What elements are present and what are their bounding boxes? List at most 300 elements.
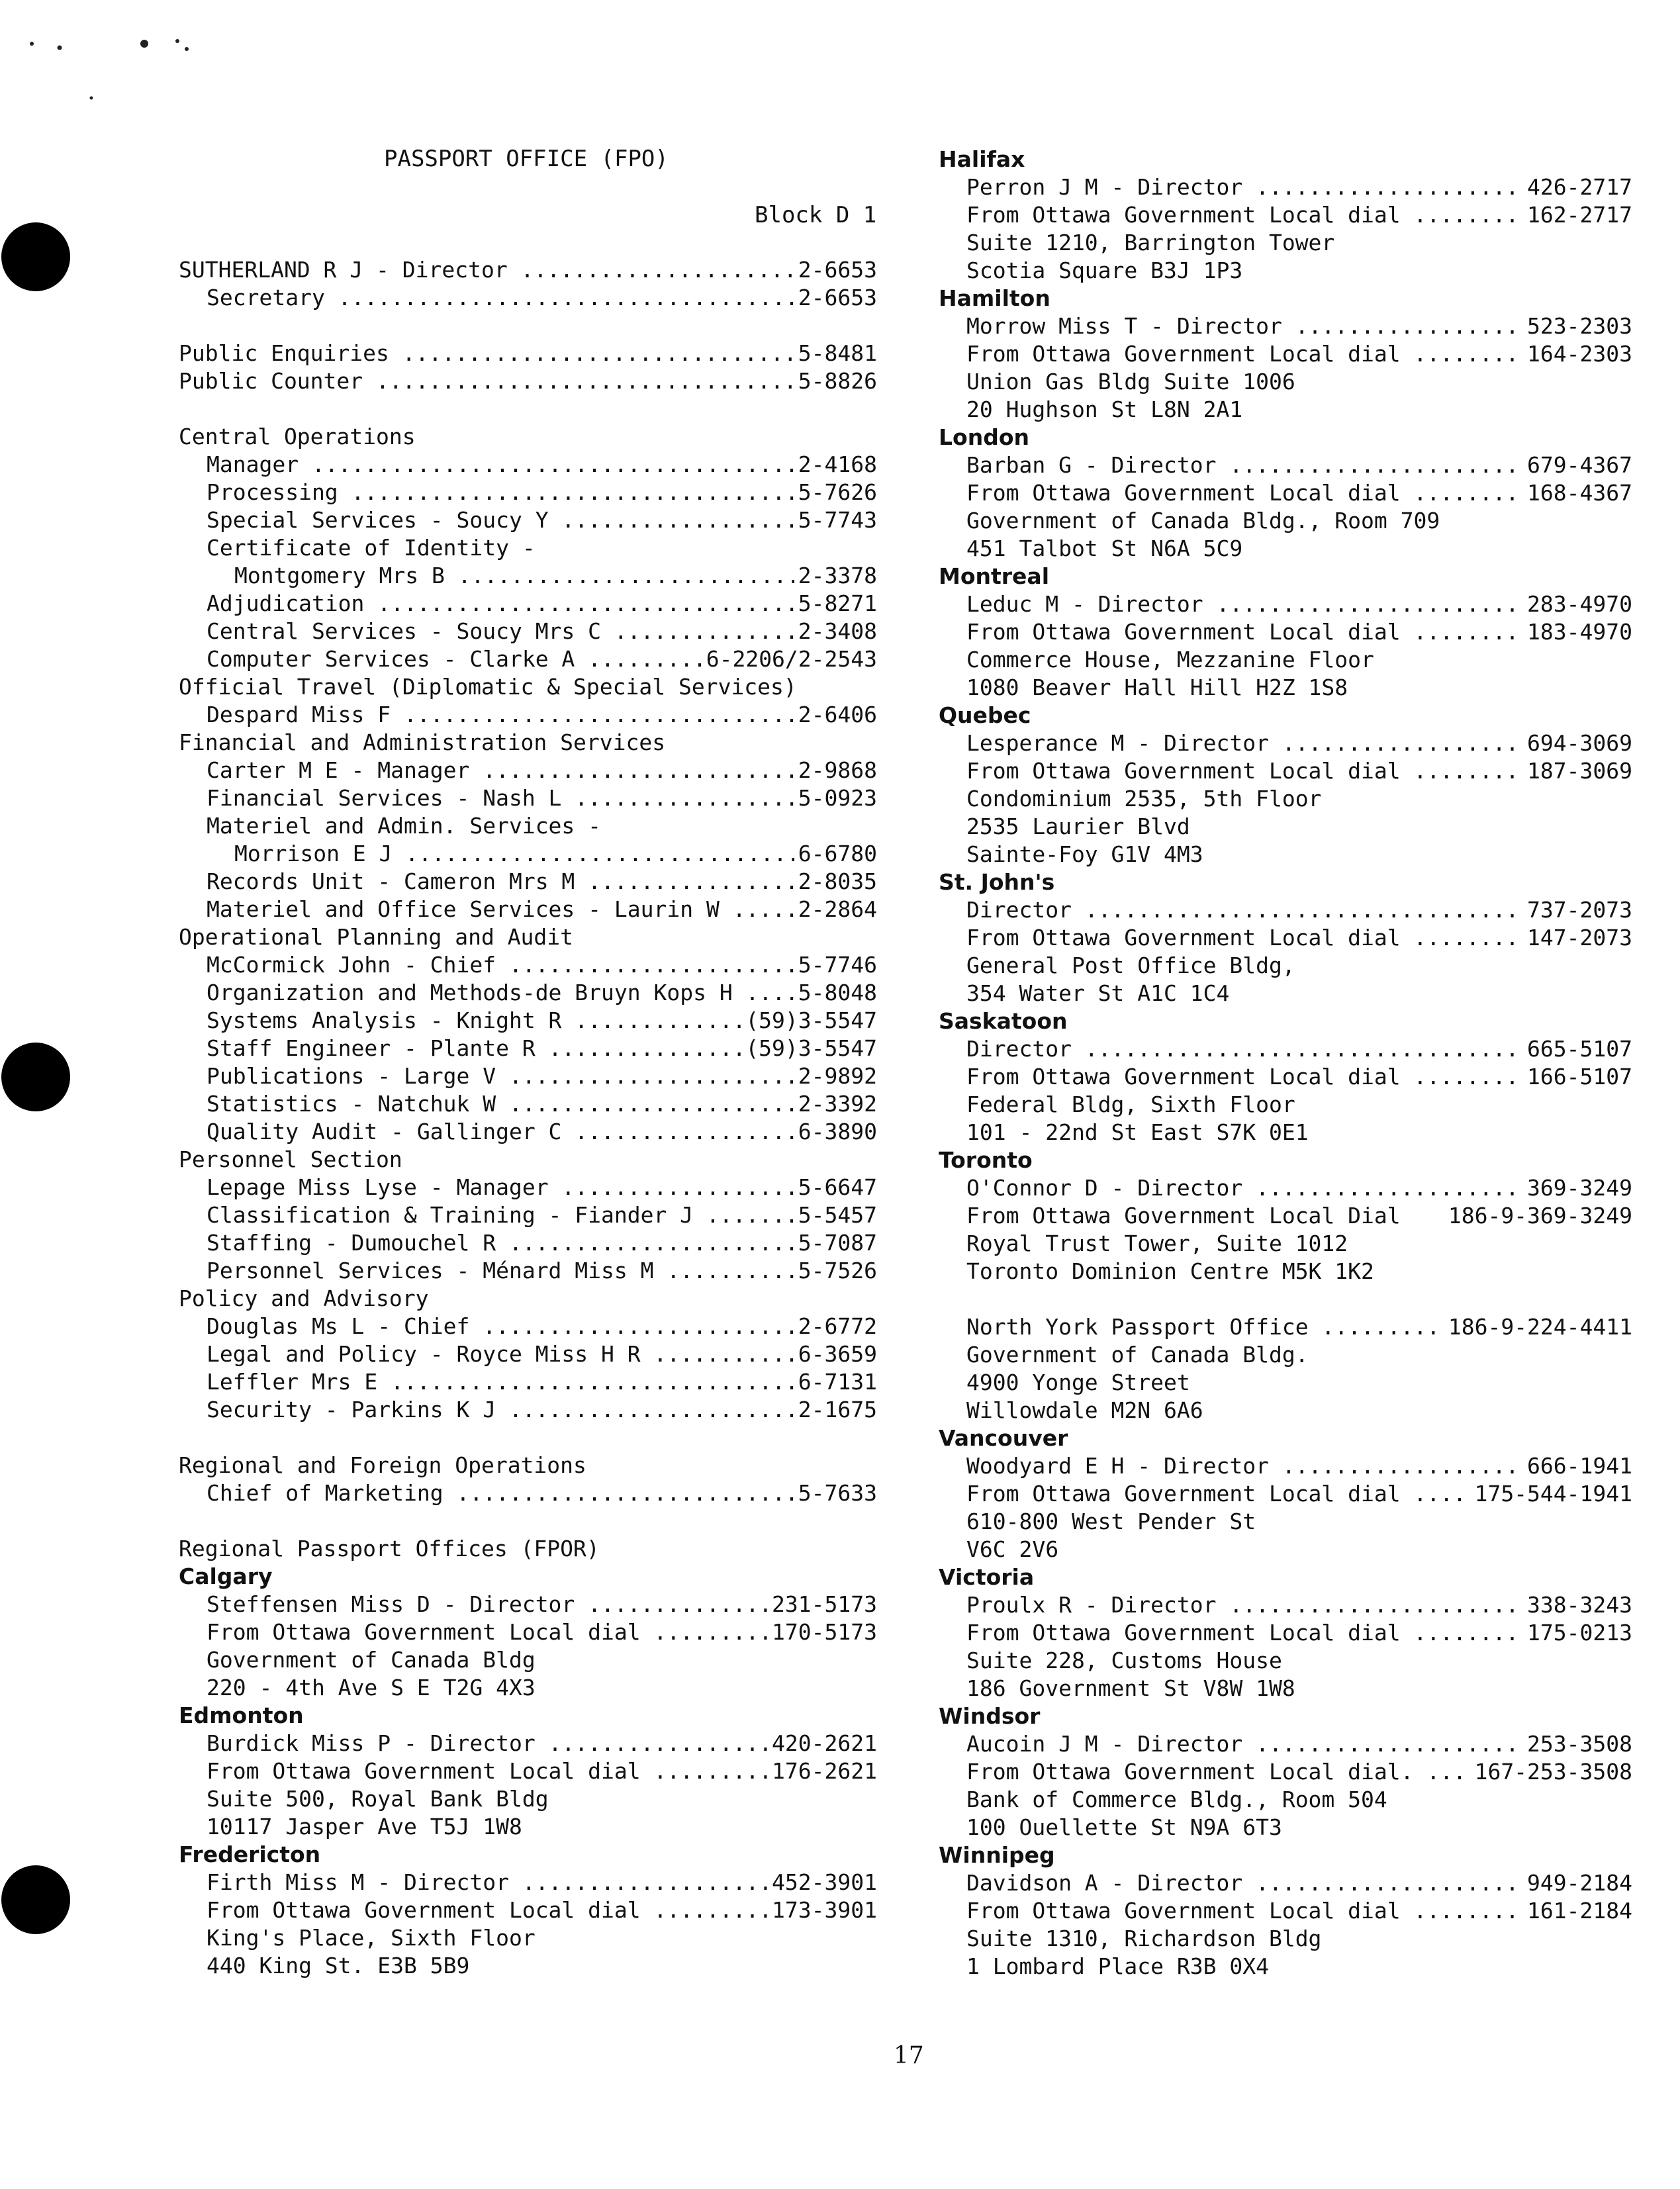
directory-text-line [179,1646,877,1674]
page-title: PASSPORT OFFICE (FPO) [384,146,669,172]
directory-text-line [939,785,1632,813]
city-name: Montreal [939,563,1050,589]
directory-entry [179,1869,877,1896]
directory-entry [939,1619,1632,1647]
directory-entry [939,1480,1632,1508]
directory-entry [179,1730,877,1757]
entry-label-text: Sainte-Foy G1V 4M3 [966,841,1203,867]
directory-entry [179,506,877,534]
entry-label-text: 10117 Jasper Ave T5J 1W8 [207,1814,522,1840]
phone-number: 2-2864 [798,896,877,922]
directory-text-line [179,729,877,757]
entry-label [939,1341,1632,1369]
directory-text-line [939,1119,1632,1146]
directory-entry [939,1758,1632,1786]
entry-label-text: Carter M E - Manager [207,757,470,783]
spacer [179,1424,877,1452]
directory-text-line [939,1925,1632,1953]
entry-label-text: From Ottawa Government Local dial [966,1898,1401,1924]
entry-label-text: Davidson A - Director [966,1870,1243,1896]
entry-label [179,923,877,951]
phone-number: 5-7087 [798,1230,877,1256]
directory-entry [179,840,877,868]
phone-number: 5-8271 [798,590,877,616]
directory-entry [939,1591,1632,1619]
directory-entry [179,1035,877,1062]
punch-hole-top [1,222,70,291]
directory-entry [939,896,1632,924]
entry-label-text: 220 - 4th Ave S E T2G 4X3 [207,1675,536,1700]
entry-label [179,1618,768,1646]
directory-entry [179,979,877,1007]
entry-label [179,423,877,451]
entry-label-text: Classification & Training - Fiander J [207,1202,694,1228]
entry-label [179,784,794,812]
entry-label [939,507,1632,535]
entry-label [179,340,794,367]
phone-number: 147-2073 [1527,925,1632,951]
entry-label-text: Policy and Advisory [179,1285,429,1311]
entry-label-text: Steffensen Miss D - Director [207,1591,575,1617]
entry-label-text: From Ottawa Government Local dial [966,1481,1401,1507]
office-city-heading [179,1841,877,1869]
entry-label-text: Statistics - Natchuk W [207,1091,496,1117]
entry-label-text: Proulx R - Director [966,1592,1217,1618]
phone-number: 186-9-369-3249 [1448,1203,1632,1229]
directory-text-line [939,1786,1632,1814]
entry-label [179,506,794,534]
entry-label [179,812,877,840]
entry-label [939,1814,1632,1841]
entry-label-text: Lesperance M - Director [966,730,1269,756]
entry-label [179,1340,794,1368]
directory-entry [179,479,877,506]
entry-label-text: 1 Lombard Place R3B 0X4 [966,1953,1269,1979]
spacer [179,228,877,256]
directory-entry [179,618,877,645]
phone-number: 186-9-224-4411 [1448,1314,1632,1340]
punch-hole-middle [1,1043,70,1111]
directory-entry [179,1340,877,1368]
entry-label-text: Financial and Administration Services [179,729,666,755]
directory-entry [179,784,877,812]
phone-number: 426-2717 [1527,174,1632,200]
entry-label-text: Operational Planning and Audit [179,924,574,950]
phone-number: 231-5173 [772,1591,877,1617]
entry-label-text: Quality Audit - Gallinger C [207,1119,562,1144]
entry-label [179,1757,768,1785]
entry-label [179,1813,877,1841]
entry-label [179,1952,877,1980]
entry-label [179,1007,741,1035]
entry-label [939,1758,1471,1786]
entry-label [939,1452,1523,1480]
entry-label-text: Aucoin J M - Director [966,1731,1243,1757]
phone-number: 523-2303 [1527,313,1632,339]
entry-label [939,451,1523,479]
city-name: Halifax [939,146,1025,172]
entry-label-text: Public Enquiries [179,340,389,366]
entry-label-text: Staffing - Dumouchel R [207,1230,496,1256]
city-name: St. John's [939,869,1055,895]
entry-label [179,1368,794,1396]
office-city-heading [179,1563,877,1591]
directory-text-line [939,1953,1632,1980]
entry-label [939,813,1632,841]
directory-text-line [179,534,877,562]
entry-label-text: Leffler Mrs E [207,1369,378,1395]
directory-entry [939,451,1632,479]
phone-number: 6-7131 [798,1369,877,1395]
entry-label [179,1452,877,1479]
directory-entry [179,367,877,395]
city-name: Quebec [939,702,1031,728]
entry-label [939,1230,1632,1258]
entry-label-text: Public Counter [179,368,363,394]
entry-label [939,479,1523,507]
phone-number: 2-9868 [798,757,877,783]
entry-label [939,980,1632,1007]
entry-label [179,1146,877,1174]
block-label: Block D 1 [755,202,877,228]
phone-number: 253-3508 [1527,1731,1632,1757]
entry-label [179,1229,794,1257]
directory-text-line [179,1813,877,1841]
directory-entry [179,701,877,729]
phone-number: (59)3-5547 [745,1035,877,1061]
phone-number: 2-6653 [798,257,877,283]
entry-label [179,1257,794,1285]
directory-text-line [939,535,1632,563]
office-city-heading [939,1702,1632,1730]
directory-entry [939,729,1632,757]
entry-label-text: V6C 2V6 [966,1536,1059,1562]
city-name: Toronto [939,1147,1033,1173]
directory-entry [179,1062,877,1090]
phone-number: 170-5173 [772,1619,877,1645]
directory-entry [939,924,1632,952]
phone-number: 6-6780 [798,841,877,866]
directory-text-line [939,952,1632,980]
entry-label-text: King's Place, Sixth Floor [207,1925,536,1951]
entry-label [179,1646,877,1674]
phone-number: 2-3392 [798,1091,877,1117]
entry-label-text: Barban G - Director [966,452,1217,478]
entry-label [939,924,1523,952]
entry-label [939,1369,1632,1397]
directory-text-line [939,1536,1632,1563]
entry-label [179,1674,877,1702]
city-name: Winnipeg [939,1842,1055,1868]
phone-number: 5-8048 [798,980,877,1005]
city-name: Vancouver [939,1425,1068,1451]
entry-label-text: Leduc M - Director [966,591,1203,617]
entry-label [939,396,1632,424]
entry-label-text: Staff Engineer - Plante R [207,1035,536,1061]
entry-label [179,896,794,923]
entry-label-text: Manager [207,451,299,477]
phone-number: 166-5107 [1527,1064,1632,1090]
directory-entry [939,1035,1632,1063]
entry-label-text: 440 King St. E3B 5B9 [207,1953,470,1979]
office-city-heading [939,868,1632,896]
city-name: Fredericton [179,1841,321,1867]
directory-entry [939,479,1632,507]
directory-text-line [179,923,877,951]
directory-entry [179,1757,877,1785]
phone-number: 5-8826 [798,368,877,394]
phone-number: 6-3890 [798,1119,877,1144]
directory-text-line [939,1397,1632,1424]
phone-number: 694-3069 [1527,730,1632,756]
directory-entry [179,256,877,284]
directory-entry [179,1396,877,1424]
entry-label [939,952,1632,980]
directory-entry [939,312,1632,340]
office-city-heading [939,1007,1632,1035]
directory-entry [939,340,1632,368]
directory-entry [179,868,877,896]
directory-entry [939,1730,1632,1758]
phone-number: 2-1675 [798,1397,877,1422]
entry-label [939,896,1523,924]
entry-label-text: Willowdale M2N 6A6 [966,1397,1203,1423]
directory-text-line [939,368,1632,396]
entry-label [939,201,1523,229]
spacer [179,312,877,340]
entry-label [939,841,1632,868]
directory-entry [179,284,877,312]
city-name: London [939,424,1029,450]
entry-label [179,673,877,701]
entry-label-text: From Ottawa Government Local dial [207,1758,641,1784]
entry-label [939,1313,1444,1341]
directory-text-line [939,257,1632,285]
directory-text-line [939,1675,1632,1702]
directory-text-line [939,1508,1632,1536]
entry-label-text: McCormick John - Chief [207,952,496,978]
entry-label [179,1896,768,1924]
phone-number: 666-1941 [1527,1453,1632,1479]
entry-label [939,1925,1632,1953]
directory-entry [939,1897,1632,1925]
entry-label [939,1647,1632,1675]
entry-label [179,451,794,479]
phone-number: 5-7626 [798,479,877,505]
directory-text-line [939,1647,1632,1675]
directory-text-line [939,646,1632,674]
entry-label-text: Regional and Foreign Operations [179,1452,586,1478]
entry-label-text: Union Gas Bldg Suite 1006 [966,369,1295,395]
entry-label [939,757,1523,785]
phone-number: 2-9892 [798,1063,877,1089]
phone-number: 5-8481 [798,340,877,366]
directory-entry [939,1174,1632,1202]
entry-label [179,534,877,562]
phone-number: 162-2717 [1527,202,1632,228]
entry-label-text: Central Operations [179,424,416,449]
directory-text-line [939,1814,1632,1841]
entry-label-text: From Ottawa Government Local dial [966,925,1401,951]
entry-label-text: Materiel and Admin. Services - [207,813,602,839]
entry-label [179,367,794,395]
entry-label [179,284,794,312]
entry-label [179,1535,877,1563]
entry-label-text: Personnel Services - Ménard Miss M [207,1258,654,1283]
phone-number: 5-7526 [798,1258,877,1283]
entry-label-text: Systems Analysis - Knight R [207,1007,562,1033]
directory-entry [939,1313,1632,1341]
office-city-heading [939,424,1632,451]
phone-number: 183-4970 [1527,619,1632,645]
entry-label [939,229,1632,257]
entry-label [179,1090,794,1118]
entry-label [939,312,1523,340]
entry-label-text: From Ottawa Government Local dial [966,1064,1401,1090]
punch-hole-bottom [1,1865,70,1934]
entry-label-text: Commerce House, Mezzanine Floor [966,647,1374,673]
entry-label [939,1508,1632,1536]
phone-number: 167-253-3508 [1474,1759,1632,1785]
entry-label [939,1591,1523,1619]
office-city-heading [939,285,1632,312]
phone-number: 5-5457 [798,1202,877,1228]
directory-entry [179,1618,877,1646]
directory-text-line [179,1535,877,1563]
phone-number: 2-6406 [798,702,877,727]
directory-text-line [939,396,1632,424]
entry-label [939,1619,1523,1647]
entry-label-text: Certificate of Identity - [207,535,536,561]
entry-label-text: From Ottawa Government Local dial [966,1620,1401,1646]
office-city-heading [939,146,1632,173]
entry-label [939,1174,1523,1202]
city-name: Victoria [939,1564,1035,1590]
entry-label [179,256,794,284]
entry-label-text: Bank of Commerce Bldg., Room 504 [966,1787,1387,1812]
entry-label-text: Condominium 2535, 5th Floor [966,786,1322,812]
phone-number: 452-3901 [772,1869,877,1895]
entry-label-text: Computer Services - Clarke A [207,646,575,672]
entry-label-text: From Ottawa Government Local dial [207,1619,641,1645]
entry-label [179,1785,877,1813]
phone-number: 2-3408 [798,618,877,644]
directory-entry [179,1591,877,1618]
phone-number: 283-4970 [1527,591,1632,617]
entry-label [179,757,794,784]
directory-text-line [939,980,1632,1007]
entry-label-text: 354 Water St A1C 1C4 [966,980,1230,1006]
entry-label-text: Scotia Square B3J 1P3 [966,257,1243,283]
phone-number: 737-2073 [1527,897,1632,923]
directory-entry [939,1869,1632,1897]
office-city-heading [179,1702,877,1730]
entry-label-text: 610-800 West Pender St [966,1509,1256,1534]
left-column [179,228,877,1980]
entry-label-text: Security - Parkins K J [207,1397,496,1422]
directory-entry [939,173,1632,201]
entry-label-text: Douglas Ms L - Chief [207,1313,470,1339]
entry-label-text: Chief of Marketing [207,1480,443,1506]
entry-label-text: 20 Hughson St L8N 2A1 [966,396,1243,422]
entry-label-text: Organization and Methods-de Bruyn Kops H [207,980,733,1005]
entry-label [939,1035,1523,1063]
entry-label [939,1202,1444,1230]
entry-label [939,1397,1632,1424]
entry-label-text: Secretary [207,285,325,310]
entry-label-text: Perron J M - Director [966,174,1243,200]
entry-label [179,479,794,506]
entry-label-text: From Ottawa Government Local dial. [966,1759,1414,1785]
phone-number: 187-3069 [1527,758,1632,784]
entry-label [939,646,1632,674]
entry-label-text: 2535 Laurier Blvd [966,814,1190,839]
directory-text-line [939,229,1632,257]
entry-label [179,645,702,673]
entry-label [179,1174,794,1201]
directory-entry [179,1368,877,1396]
entry-label-text: 186 Government St V8W 1W8 [966,1675,1295,1701]
entry-label [179,729,877,757]
phone-number: 5-7633 [798,1480,877,1506]
directory-entry [179,451,877,479]
entry-label-text: Publications - Large V [207,1063,496,1089]
scan-specks [25,34,197,107]
phone-number: 338-3243 [1527,1592,1632,1618]
entry-label-text: 451 Talbot St N6A 5C9 [966,536,1243,561]
entry-label [939,618,1523,646]
entry-label-text: Suite 1310, Richardson Bldg [966,1926,1322,1951]
entry-label-text: Suite 228, Customs House [966,1648,1282,1673]
phone-number: 5-7746 [798,952,877,978]
directory-text-line [939,813,1632,841]
entry-label-text: Morrow Miss T - Director [966,313,1282,339]
entry-label [939,1869,1523,1897]
city-name: Calgary [179,1563,273,1589]
directory-text-line [179,1952,877,1980]
right-column [939,146,1632,1980]
office-city-heading [939,1841,1632,1869]
phone-number: 5-6647 [798,1174,877,1200]
entry-label-text: Official Travel (Diplomatic & Special Services) [179,674,797,700]
entry-label-text: Morrison E J [234,841,393,866]
entry-label-text: SUTHERLAND R J - Director [179,257,508,283]
phone-number: 5-7743 [798,507,877,533]
office-city-heading [939,1563,1632,1591]
phone-number: 175-0213 [1527,1620,1632,1646]
entry-label-text: Government of Canada Bldg. [966,1342,1309,1368]
entry-label-text: Special Services - Soucy Y [207,507,549,533]
entry-label-text: North York Passport Office [966,1314,1309,1340]
entry-label-text: Records Unit - Cameron Mrs M [207,868,575,894]
spacer [179,395,877,423]
directory-entry [939,1202,1632,1230]
phone-number: 665-5107 [1527,1036,1632,1062]
directory-entry [179,1257,877,1285]
entry-label-text: Director [966,897,1072,923]
entry-label-text: Lepage Miss Lyse - Manager [207,1174,549,1200]
entry-label-text: Financial Services - Nash L [207,785,562,811]
entry-label-text: 1080 Beaver Hall Hill H2Z 1S8 [966,675,1348,700]
entry-label [939,1786,1632,1814]
entry-label [179,1062,794,1090]
entry-label [179,1869,768,1896]
directory-text-line [939,1341,1632,1369]
directory-entry [939,618,1632,646]
phone-number: 168-4367 [1527,480,1632,506]
directory-text-line [179,1674,877,1702]
city-name: Hamilton [939,285,1050,311]
